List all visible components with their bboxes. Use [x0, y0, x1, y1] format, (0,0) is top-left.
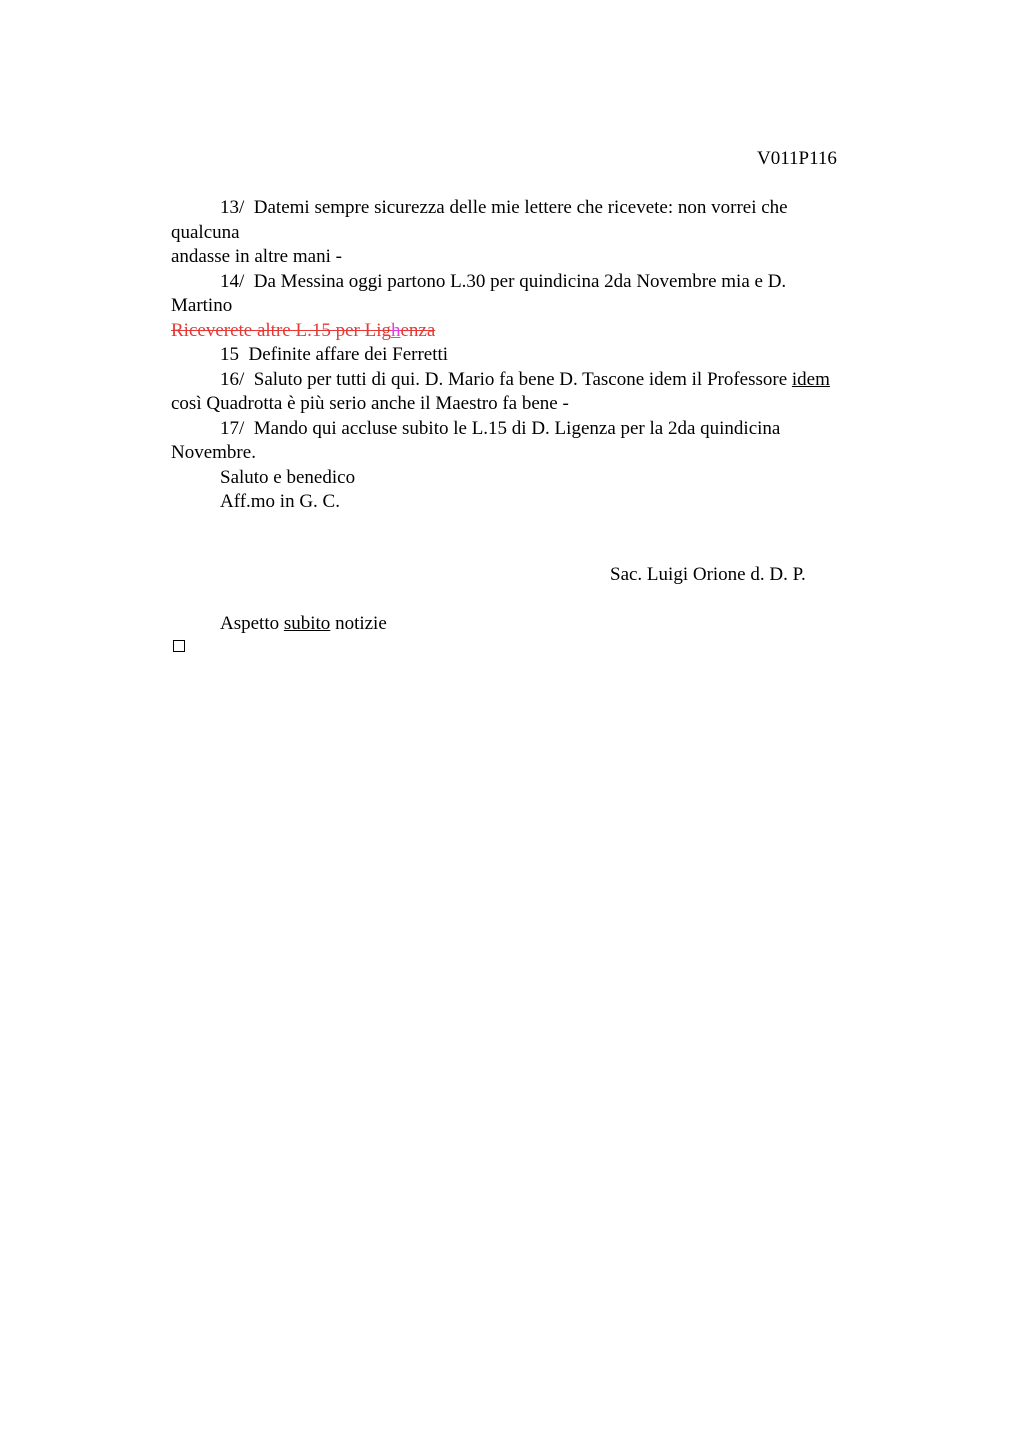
item-17-text: Mando qui accluse subito le L.15 di D. Ligenza per la 2da quindicina — [253, 417, 781, 439]
item-13-line-1 — [171, 196, 891, 221]
item-15-number: 15 — [220, 344, 239, 365]
item-14-line-1 — [171, 270, 891, 295]
empty-box-icon — [173, 640, 185, 652]
postscript-underlined: subito — [283, 613, 331, 634]
closing-valediction: Aff.mo in G. C. — [220, 491, 340, 512]
item-16-line-2: così Quadrotta è più serio anche il Maestro fa bene - — [171, 393, 569, 414]
item-14-number: 14/ — [220, 270, 245, 292]
inserted-letter: h — [390, 319, 401, 341]
item-15-text: Definite affare dei Ferretti — [248, 344, 449, 365]
letter-body — [171, 196, 891, 515]
deleted-text — [171, 320, 435, 341]
item-13-line-3: andasse in altre mani - — [171, 246, 342, 267]
item-14-text: Da Messina oggi partono L.30 per quindicina 2da Novembre mia e D. — [253, 270, 787, 292]
item-15-line — [171, 343, 891, 368]
item-13-number: 13/ — [220, 197, 245, 218]
item-14-line-2: Martino — [171, 295, 233, 316]
item-17-number: 17/ — [220, 417, 245, 439]
item-16-text: Saluto per tutti di qui. D. Mario fa bene D. Tascone idem il Professore — [253, 368, 788, 390]
item-17-line-1 — [171, 417, 891, 442]
deleted-text-before: Riceverete altre L.15 per Lig — [171, 319, 391, 341]
signature: Sac. Luigi Orione d. D. P. — [610, 564, 806, 585]
item-17-line-2: Novembre. — [171, 442, 256, 463]
struck-through-line — [171, 319, 891, 344]
postscript-before: Aspetto — [220, 613, 280, 634]
postscript-after: notizie — [335, 613, 387, 634]
item-16-number: 16/ — [220, 368, 245, 390]
item-16-line-1 — [171, 368, 891, 393]
item-13-text: Datemi sempre sicurezza delle mie lettere che ricevete: non vorrei che — [253, 197, 788, 218]
item-13-line-2: qualcuna — [171, 221, 240, 243]
item-16-underlined: idem — [791, 368, 830, 390]
page-id: V011P116 — [757, 148, 837, 169]
postscript — [220, 612, 387, 636]
closing-greeting: Saluto e benedico — [220, 466, 356, 488]
deleted-text-after: enza — [400, 319, 436, 341]
